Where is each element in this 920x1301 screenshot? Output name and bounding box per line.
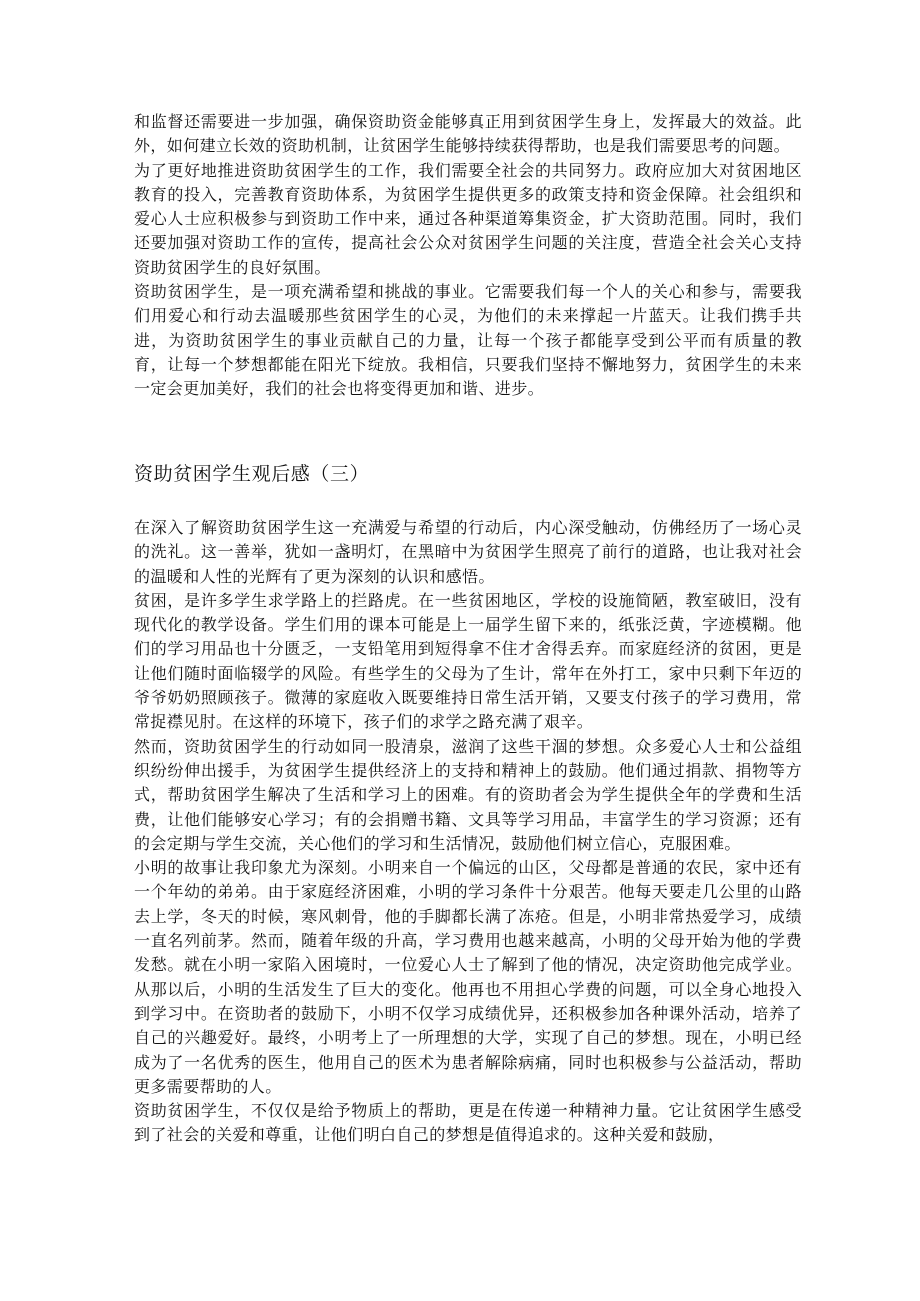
paragraph: 为了更好地推进资助贫困学生的工作，我们需要全社会的共同努力。政府应加大对贫困地区教育的投入，完善教育资助体系，为贫困学生提供更多的政策支持和资金保障。社会组织和爱心人士应积极参与到资助工作中来，通过各种渠道筹集资金，扩大资助范围。同时，我们还要加强对资助工作的宣传，提高社会公众对贫困学生问题的关注度，营造全社会关心支持资助贫困学生的良好氛围。 bbox=[134, 160, 802, 277]
paragraph: 贫困，是许多学生求学路上的拦路虎。在一些贫困地区，学校的设施简陋，教室破旧，没有现代化的教学设备。学生们用的课本可能是上一届学生留下来的，纸张泛黄，字迹模糊。他们的学习用品也十分匮乏，一支铅笔用到短得拿不住才舍得丢弃。而家庭经济的贫困，更是让他们随时面临辍学的风险。有些学生的父母为了生计，常年在外打工，家中只剩下年迈的爷爷奶奶照顾孩子。微薄的家庭收入既要维持日常生活开销，又要支付孩子的学习费用，常常捉襟见肘。在这样的环境下，孩子们的求学之路充满了艰辛。 bbox=[134, 590, 802, 732]
paragraph: 和监督还需要进一步加强，确保资助资金能够真正用到贫困学生身上，发挥最大的效益。此外，如何建立长效的资助机制，让贫困学生能够持续获得帮助，也是我们需要思考的问题。 bbox=[134, 112, 802, 156]
paragraph: 在深入了解资助贫困学生这一充满爱与希望的行动后，内心深受触动，仿佛经历了一场心灵的洗礼。这一善举，犹如一盏明灯，在黑暗中为贫困学生照亮了前行的道路，也让我对社会的温暖和人性的光辉有了更为深刻的认识和感悟。 bbox=[134, 518, 802, 586]
paragraph: 资助贫困学生，是一项充满希望和挑战的事业。它需要我们每一个人的关心和参与，需要我们用爱心和行动去温暖那些贫困学生的心灵，为他们的未来撑起一片蓝天。让我们携手共进，为资助贫困学生的事业贡献自己的力量，让每一个孩子都能享受到公平而有质量的教育，让每一个梦想都能在阳光下绽放。我相信，只要我们坚持不懈地努力，贫困学生的未来一定会更加美好，我们的社会也将变得更加和谐、进步。 bbox=[134, 282, 802, 399]
paragraph: 小明的故事让我印象尤为深刻。小明来自一个偏远的山区，父母都是普通的农民，家中还有一个年幼的弟弟。由于家庭经济困难，小明的学习条件十分艰苦。他每天要走几公里的山路去上学，冬天的时候，寒风刺骨，他的手脚都长满了冻疮。但是，小明非常热爱学习，成绩一直名列前茅。然而，随着年级的升高，学习费用也越来越高，小明的父母开始为他的学费发愁。就在小明一家陷入困境时，一位爱心人士了解到了他的情况，决定资助他完成学业。从那以后，小明的生活发生了巨大的变化。他再也不用担心学费的问题，可以全身心地投入到学习中。在资助者的鼓励下，小明不仅学习成绩优异，还积极参加各种课外活动，培养了自己的兴趣爱好。最终，小明考上了一所理想的大学，实现了自己的梦想。现在，小明已经成为了一名优秀的医生，他用自己的医术为患者解除病痛，同时也积极参与公益活动，帮助更多需要帮助的人。 bbox=[134, 858, 802, 1096]
paragraph: 资助贫困学生，不仅仅是给予物质上的帮助，更是在传递一种精神力量。它让贫困学生感受到了社会的关爱和尊重，让他们明白自己的梦想是值得追求的。这种关爱和鼓励， bbox=[134, 1101, 802, 1145]
text-block-top bbox=[134, 110, 802, 402]
section-heading: 资助贫困学生观后感（三） bbox=[134, 463, 370, 485]
text-block-bottom bbox=[134, 516, 802, 1148]
paragraph: 然而，资助贫困学生的行动如同一股清泉，滋润了这些干涸的梦想。众多爱心人士和公益组织纷纷伸出援手，为贫困学生提供经济上的支持和精神上的鼓励。他们通过捐款、捐物等方式，帮助贫困学生解决了生活和学习上的困难。有的资助者会为学生提供全年的学费和生活费，让他们能够安心学习；有的会捐赠书籍、文具等学习用品，丰富学生的学习资源；还有的会定期与学生交流，关心他们的学习和生活情况，鼓励他们树立信心，克服困难。 bbox=[134, 736, 802, 853]
